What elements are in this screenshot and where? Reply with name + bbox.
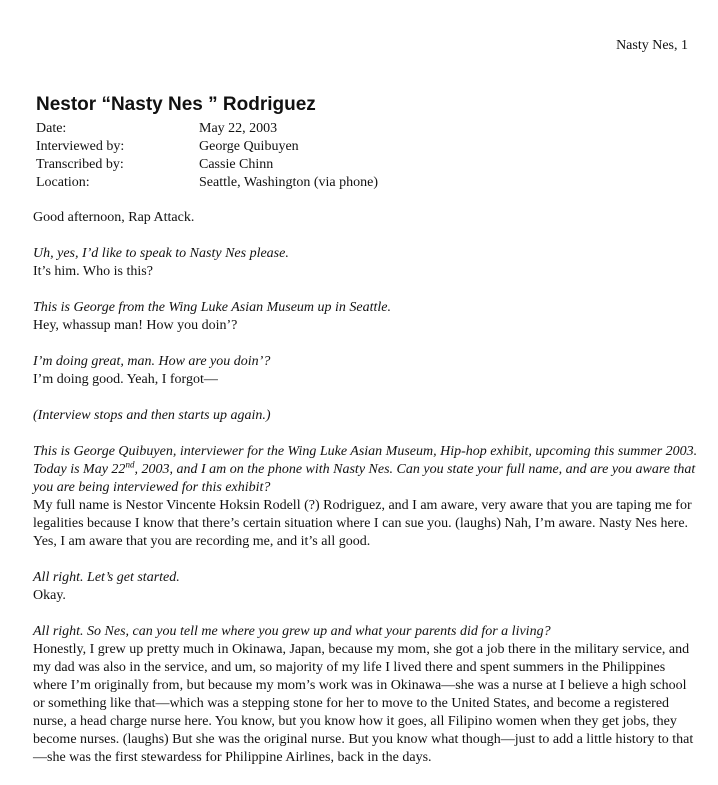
exchange xyxy=(33,353,701,389)
meta-label: Transcribed by: xyxy=(36,157,124,172)
exchange xyxy=(33,299,701,335)
ordinal-suffix: nd xyxy=(125,459,135,470)
page-header: Nasty Nes, 1 xyxy=(616,38,688,53)
interview-metadata xyxy=(36,120,378,192)
interviewee-answer: It’s him. Who is this? xyxy=(33,264,153,279)
interviewer-question: I’m doing great, man. How are you doin’? xyxy=(33,354,271,369)
meta-label: Location: xyxy=(36,175,90,190)
meta-value: Seattle, Washington (via phone) xyxy=(199,175,379,190)
interviewee-answer: I’m doing good. Yeah, I forgot— xyxy=(33,372,218,387)
interviewee-answer: Honestly, I grew up pretty much in Okinawa, Japan, because my mom, she got a job there in the military service, and my dad was also in the service, and um, so majority of my life I lived there and spent summers in the Philippines where I’m originally from, but because my mom’s work was in Okinawa—she was a nurse at I believe a high school or something like that—which was a stepping stone for her to move to the United States, and become a registered nurse, a head charge nurse here. You know, but you know how it goes, all Filipino women when they get jobs, they become nurses. (laughs) But she was the original nurse. But you know what though—just to add a little history to that—she was the first stewardess for Philippine Airlines, back in the days. xyxy=(33,642,694,765)
document-title: Nestor “Nasty Nes ” Rodriguez xyxy=(36,94,316,115)
question-text: This is George Quibuyen, interviewer for the Wing Luke Asian Museum, Hip-hop exhibit, upcoming this summer 2003. Today is May 22 xyxy=(33,444,698,477)
transcript-opening: Good afternoon, Rap Attack. xyxy=(33,210,195,225)
exchange xyxy=(33,569,701,605)
exchange xyxy=(33,623,701,767)
transcript-note: (Interview stops and then starts up again.) xyxy=(33,408,271,423)
interviewer-question: All right. Let’s get started. xyxy=(33,570,180,585)
interviewee-answer: My full name is Nestor Vincente Hoksin Rodell (?) Rodriguez, and I am aware, very aware that you are taping me for legalities because I know that there’s certain situation where I can sue you. (laughs) Nah, I’m aware. Nasty Nes here. Yes, I am aware that you are recording me, and it’s all good. xyxy=(33,498,692,549)
exchange xyxy=(33,443,701,551)
meta-row-interviewer xyxy=(36,138,378,156)
meta-row-transcriber xyxy=(36,156,378,174)
transcript-body xyxy=(33,209,701,785)
interviewer-question xyxy=(33,443,701,497)
exchange xyxy=(33,245,701,281)
interviewer-question: This is George from the Wing Luke Asian Museum up in Seattle. xyxy=(33,300,392,315)
meta-label: Date: xyxy=(36,121,67,136)
interviewee-answer: Hey, whassup man! How you doin’? xyxy=(33,318,238,333)
meta-label: Interviewed by: xyxy=(36,139,125,154)
meta-value: May 22, 2003 xyxy=(199,121,278,136)
meta-row-date xyxy=(36,120,378,138)
interviewer-question: Uh, yes, I’d like to speak to Nasty Nes please. xyxy=(33,246,289,261)
question-text: , 2003, and I am on the phone with Nasty Nes. Can you state your full name, and are you aware that you are being interviewed for this exhibit? xyxy=(33,462,696,495)
meta-row-location xyxy=(36,174,378,192)
meta-value: George Quibuyen xyxy=(199,139,299,154)
meta-value: Cassie Chinn xyxy=(199,157,274,172)
interviewee-answer: Okay. xyxy=(33,588,66,603)
interviewer-question: All right. So Nes, can you tell me where you grew up and what your parents did for a living? xyxy=(33,624,551,639)
